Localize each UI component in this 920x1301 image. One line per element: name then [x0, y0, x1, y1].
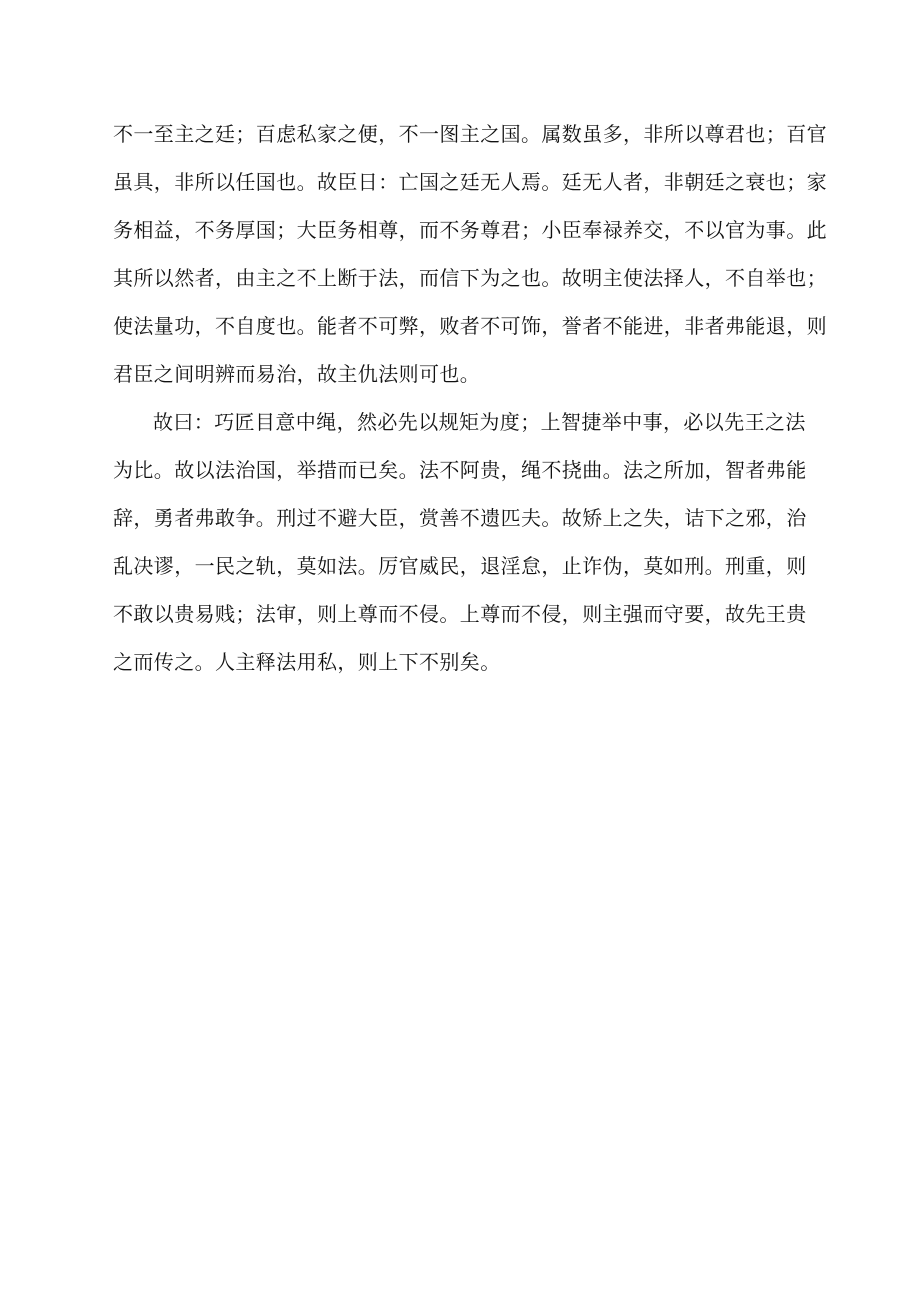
text-line: 君臣之间明辨而易治，故主仇法则可也。	[113, 362, 481, 386]
text-line: 不敢以贵易贱；法审，则上尊而不侵。上尊而不侵，则主强而守要，故先王贵	[113, 602, 807, 626]
text-line: 不一至主之廷；百虑私家之便，不一图主之国。属数虽多，非所以尊君也；百官	[113, 122, 827, 146]
text-line: 为比。故以法治国，举措而已矣。法不阿贵，绳不挠曲。法之所加，智者弗能	[113, 458, 807, 482]
text-line: 故曰：巧匠目意中绳，然必先以规矩为度；上智捷举中事，必以先王之法	[153, 410, 806, 434]
body-text	[113, 110, 833, 686]
text-line: 之而传之。人主释法用私，则上下不别矣。	[113, 650, 501, 674]
text-line: 虽具，非所以任国也。故臣日：亡国之廷无人焉。廷无人者，非朝廷之衰也；家	[113, 170, 827, 194]
text-line: 其所以然者，由主之不上断于法，而信下为之也。故明主使法择人，不自举也；	[113, 266, 827, 290]
text-line: 使法量功，不自度也。能者不可弊，败者不可饰，誉者不能进，非者弗能退，则	[113, 314, 827, 338]
text-line: 乱决谬，一民之轨，莫如法。厉官威民，退淫怠，止诈伪，莫如刑。刑重，则	[113, 554, 807, 578]
paragraph-2	[113, 398, 833, 686]
paragraph-1	[113, 110, 833, 398]
text-line: 务相益，不务厚国；大臣务相尊，而不务尊君；小臣奉禄养交，不以官为事。此	[113, 218, 827, 242]
text-line: 辞，勇者弗敢争。刑过不避大臣，赏善不遗匹夫。故矫上之失，诘下之邪，治	[113, 506, 807, 530]
